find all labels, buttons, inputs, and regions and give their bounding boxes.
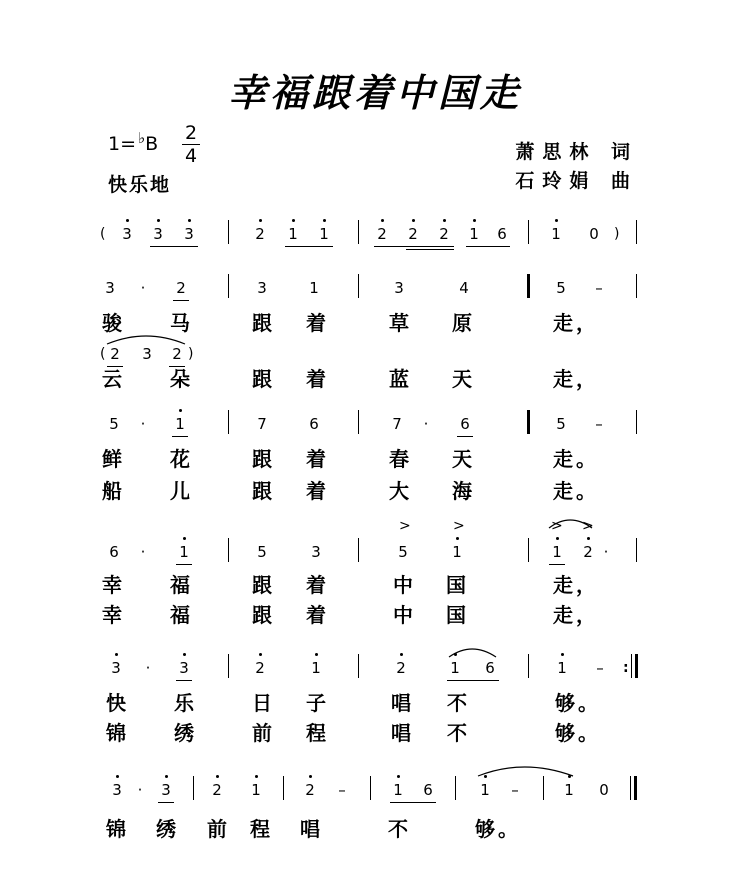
key-prefix: 1=	[108, 133, 137, 155]
note: 1	[172, 412, 188, 436]
note: 7	[392, 415, 402, 433]
flat-sign: ♭	[138, 129, 146, 147]
dash: –	[596, 659, 604, 677]
note: 0	[599, 781, 609, 799]
lyric: 前	[252, 721, 272, 745]
accent-mark: >	[551, 518, 563, 534]
note: 1	[447, 656, 463, 680]
lyric-punctuation: 。	[578, 721, 598, 745]
underline	[176, 680, 192, 681]
barline	[636, 220, 637, 244]
tempo-marking: 快乐地	[108, 174, 172, 196]
accent-mark: >	[453, 518, 465, 534]
barline	[358, 538, 359, 562]
note: 3	[105, 279, 115, 297]
lyric: 程	[306, 721, 326, 745]
time-signature-bottom: 4	[184, 145, 198, 167]
time-signature-top: 2	[184, 122, 198, 144]
note: 3	[394, 279, 404, 297]
lyric: 天	[452, 367, 472, 391]
lyric: 着	[306, 603, 326, 627]
notation-row-3	[0, 540, 750, 570]
notation-row-1	[0, 276, 750, 306]
note: 2	[252, 222, 268, 246]
note: 3	[109, 778, 125, 802]
lyric: 走	[553, 447, 573, 471]
lyric: 蓝	[389, 367, 409, 391]
barline	[634, 776, 637, 800]
lyric-punctuation: 。	[498, 817, 518, 841]
lyric: 中	[393, 603, 413, 627]
lyrics-row-3b	[0, 602, 750, 628]
barline	[630, 776, 631, 800]
lyrics-row-2b	[0, 478, 750, 504]
note: 5	[556, 279, 566, 297]
lyric-punctuation: ，	[576, 603, 596, 627]
barline	[193, 776, 194, 800]
dash: –	[511, 781, 519, 799]
composer-credit: 石玲娟 曲	[515, 170, 638, 192]
barline	[358, 274, 359, 298]
lyric: 跟	[252, 603, 272, 627]
lyric: 唱	[391, 721, 411, 745]
note: 2	[374, 222, 390, 246]
underline	[173, 300, 189, 301]
lyric: 着	[306, 479, 326, 503]
dot: ·	[603, 543, 609, 561]
lyric: 中	[393, 573, 413, 597]
underline	[549, 564, 565, 565]
lyric: 跟	[252, 479, 272, 503]
barline	[528, 654, 529, 678]
lyric: 不	[388, 817, 408, 841]
underline	[172, 436, 188, 437]
lyric: 花	[170, 447, 190, 471]
lyric: 乐	[174, 691, 194, 715]
note: 6	[485, 659, 495, 677]
lyrics-row-1b	[0, 366, 750, 392]
barline	[358, 410, 359, 434]
notation-row-5	[0, 778, 750, 808]
underline	[406, 249, 454, 250]
song-title: 幸福跟着中国走	[227, 70, 522, 115]
lyric: 不	[447, 721, 467, 745]
key-signature	[108, 129, 159, 155]
underline	[374, 246, 454, 247]
barline	[228, 274, 229, 298]
note: 3	[119, 222, 135, 246]
lyric: 走	[553, 603, 573, 627]
underline	[158, 802, 174, 803]
barline	[635, 654, 638, 678]
lyric: 日	[252, 691, 272, 715]
lyric: 原	[452, 311, 472, 335]
underline	[457, 436, 473, 437]
note: 5	[556, 415, 566, 433]
lyric: 骏	[102, 311, 122, 335]
note: 2	[405, 222, 421, 246]
barline	[358, 654, 359, 678]
dot: ·	[145, 659, 151, 677]
key-note: B	[145, 133, 159, 155]
note: 3	[158, 778, 174, 802]
lyricist-credit: 萧思林 词	[515, 141, 638, 163]
dot: ·	[423, 415, 429, 433]
lyric: 春	[389, 447, 409, 471]
time-signature	[180, 122, 202, 167]
lyric-punctuation: ，	[576, 573, 596, 597]
slur	[478, 767, 573, 776]
lyrics-row-2a	[0, 446, 750, 472]
note: 1	[308, 656, 324, 680]
barline	[636, 274, 637, 298]
note: 3	[150, 222, 166, 246]
lyrics-row-3a	[0, 572, 750, 598]
note: 0	[589, 225, 599, 243]
lyric: 程	[250, 817, 270, 841]
note: 2	[110, 345, 120, 363]
dot: ·	[137, 781, 143, 799]
lyric-punctuation: 。	[578, 691, 598, 715]
lyric: 走	[553, 367, 573, 391]
lyrics-row-5	[0, 816, 750, 842]
barline	[527, 410, 530, 434]
lyric: 走	[553, 311, 573, 335]
paren-close: )	[614, 226, 620, 242]
lyric: 着	[306, 367, 326, 391]
underline	[150, 246, 198, 247]
dash: –	[595, 279, 603, 297]
lyric: 鲜	[102, 447, 122, 471]
lyric: 跟	[252, 311, 272, 335]
lyric-punctuation: ，	[576, 311, 596, 335]
dot: ·	[140, 543, 146, 561]
note: 4	[459, 279, 469, 297]
lyric: 快	[106, 691, 126, 715]
note: 1	[248, 778, 264, 802]
lyric: 马	[170, 311, 190, 335]
note: 3	[142, 345, 152, 363]
lyric: 船	[102, 479, 122, 503]
note: 2	[172, 345, 182, 363]
lyric-punctuation: 。	[576, 479, 596, 503]
note: 2	[176, 279, 186, 297]
dash: –	[338, 781, 346, 799]
lyric: 幸	[102, 573, 122, 597]
barline	[228, 538, 229, 562]
lyric-punctuation: 。	[576, 447, 596, 471]
lyric: 着	[306, 447, 326, 471]
note: 1	[466, 222, 482, 246]
note: 1	[554, 656, 570, 680]
underline	[176, 564, 192, 565]
note: 2	[436, 222, 452, 246]
note: 6	[309, 415, 319, 433]
barline	[370, 776, 371, 800]
lyric: 走	[553, 573, 573, 597]
lyrics-row-1a	[0, 310, 750, 336]
note: 7	[257, 415, 267, 433]
note: 2	[302, 778, 318, 802]
notation-row-2	[0, 412, 750, 442]
barline	[527, 274, 530, 298]
underline	[447, 680, 499, 681]
lyric: 走	[553, 479, 573, 503]
lyric: 唱	[391, 691, 411, 715]
lyric: 福	[170, 603, 190, 627]
barline	[636, 538, 637, 562]
note: 3	[257, 279, 267, 297]
note: 2	[252, 656, 268, 680]
lyric: 子	[306, 691, 326, 715]
lyrics-row-4b	[0, 720, 750, 746]
note: 1	[477, 778, 493, 802]
barline	[228, 220, 229, 244]
lyric: 云	[102, 367, 122, 391]
note: 5	[109, 415, 119, 433]
barline	[528, 538, 529, 562]
underline	[285, 246, 333, 247]
lyric: 够	[475, 817, 495, 841]
note: 2	[393, 656, 409, 680]
note: 1	[548, 222, 564, 246]
lyric: 着	[306, 311, 326, 335]
lyric: 跟	[252, 447, 272, 471]
note: 1	[316, 222, 332, 246]
lyric: 绣	[156, 817, 176, 841]
lyric: 国	[446, 603, 466, 627]
accent-mark: >	[399, 518, 411, 534]
note: 1	[549, 540, 565, 564]
barline	[528, 220, 529, 244]
lyric: 海	[452, 479, 472, 503]
barline	[228, 654, 229, 678]
barline	[358, 220, 359, 244]
lyric: 前	[207, 817, 227, 841]
barline	[228, 410, 229, 434]
lyric: 不	[447, 691, 467, 715]
note: 3	[108, 656, 124, 680]
note: 3	[311, 543, 321, 561]
lyric: 绣	[174, 721, 194, 745]
note: 2	[580, 540, 596, 564]
underline	[390, 802, 436, 803]
note: 1	[390, 778, 406, 802]
note: 1	[285, 222, 301, 246]
lyrics-row-4a	[0, 690, 750, 716]
barline	[455, 776, 456, 800]
paren-open: (	[100, 226, 106, 242]
note: 3	[176, 656, 192, 680]
note: 6	[423, 781, 433, 799]
dot: ·	[140, 279, 146, 297]
note: 1	[309, 279, 319, 297]
note: 2	[209, 778, 225, 802]
note: 5	[398, 543, 408, 561]
note: 1	[176, 540, 192, 564]
repeat-sign: :	[623, 660, 629, 676]
note: 5	[257, 543, 267, 561]
lyric-punctuation: ，	[576, 367, 596, 391]
lyric: 大	[389, 479, 409, 503]
barline	[636, 410, 637, 434]
barline	[543, 776, 544, 800]
note: 6	[109, 543, 119, 561]
dash: –	[595, 415, 603, 433]
lyric: 跟	[252, 367, 272, 391]
paren-open: (	[100, 346, 106, 362]
lyric: 国	[446, 573, 466, 597]
notation-row-4	[0, 656, 750, 686]
note: 3	[181, 222, 197, 246]
lyric: 朵	[170, 367, 190, 391]
lyric: 天	[452, 447, 472, 471]
lyric: 跟	[252, 573, 272, 597]
lyric: 着	[306, 573, 326, 597]
lyric: 草	[389, 311, 409, 335]
note: 1	[449, 540, 465, 564]
lyric: 锦	[106, 817, 126, 841]
barline	[283, 776, 284, 800]
note: 6	[497, 225, 507, 243]
paren-close: )	[188, 346, 194, 362]
lyric: 幸	[102, 603, 122, 627]
lyric: 福	[170, 573, 190, 597]
note: 1	[561, 778, 577, 802]
lyric: 唱	[300, 817, 320, 841]
lyric: 儿	[170, 479, 190, 503]
lyric: 够	[555, 721, 575, 745]
notation-row-intro	[0, 222, 750, 252]
note: 6	[460, 415, 470, 433]
underline	[466, 246, 510, 247]
lyric: 锦	[106, 721, 126, 745]
lyric: 够	[555, 691, 575, 715]
dot: ·	[140, 415, 146, 433]
accent-mark: >	[582, 518, 594, 534]
barline	[631, 654, 632, 678]
